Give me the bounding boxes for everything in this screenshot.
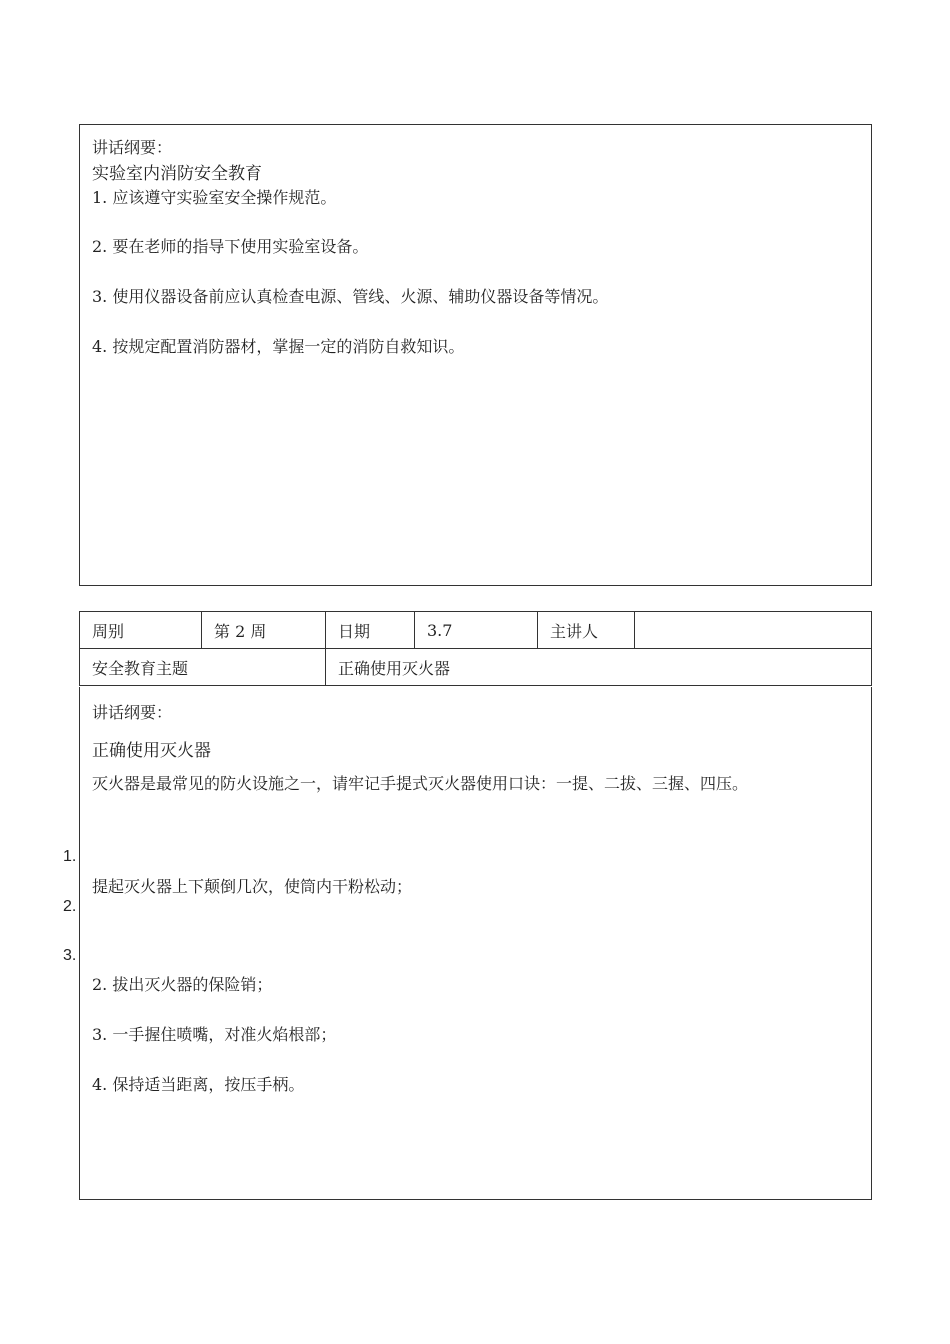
section2-outline-label: 讲话纲要： xyxy=(92,703,173,722)
section1-item-2: 2. 要在老师的指导下使用实验室设备。 xyxy=(92,237,369,256)
section2-intro: 灭火器是最常见的防火设施之一，请牢记手提式灭火器使用口诀：一提、二拔、三握、四压。 xyxy=(92,774,749,793)
section1-item-3: 3. 使用仪器设备前应认真检查电源、管线、火源、辅助仪器设备等情况。 xyxy=(92,287,609,306)
speaker-label: 主讲人 xyxy=(538,612,635,649)
date-value: 3.7 xyxy=(415,612,538,649)
section1-title: 实验室内消防安全教育 xyxy=(92,164,262,184)
section2-step-1: 提起灭火器上下颠倒几次，使筒内干粉松动； xyxy=(92,877,413,896)
section2-item-4: 4. 保持适当距离，按压手柄。 xyxy=(92,1075,305,1094)
section2-title: 正确使用灭火器 xyxy=(92,741,211,761)
section2-item-2: 2. 拔出灭火器的保险销； xyxy=(92,975,273,994)
header-row-1 xyxy=(80,612,872,649)
date-label: 日期 xyxy=(326,612,415,649)
header-row-2 xyxy=(80,649,872,686)
margin-number-2: 2. xyxy=(63,898,77,915)
week-value: 第 2 周 xyxy=(202,612,326,649)
speaker-value xyxy=(635,612,872,649)
margin-number-1: 1. xyxy=(63,848,77,865)
topic-label: 安全教育主题 xyxy=(80,649,326,686)
margin-number-3: 3. xyxy=(63,947,77,964)
week-label: 周别 xyxy=(80,612,202,649)
section2-item-3: 3. 一手握住喷嘴，对准火焰根部； xyxy=(92,1025,337,1044)
section1-outline-label: 讲话纲要： xyxy=(92,138,173,157)
section1-item-1: 1. 应该遵守实验室安全操作规范。 xyxy=(92,188,337,207)
topic-value: 正确使用灭火器 xyxy=(326,649,872,686)
section2-body-box xyxy=(79,687,872,1200)
section2-header-table xyxy=(79,611,872,686)
section1-item-4: 4. 按规定配置消防器材，掌握一定的消防自救知识。 xyxy=(92,337,465,356)
